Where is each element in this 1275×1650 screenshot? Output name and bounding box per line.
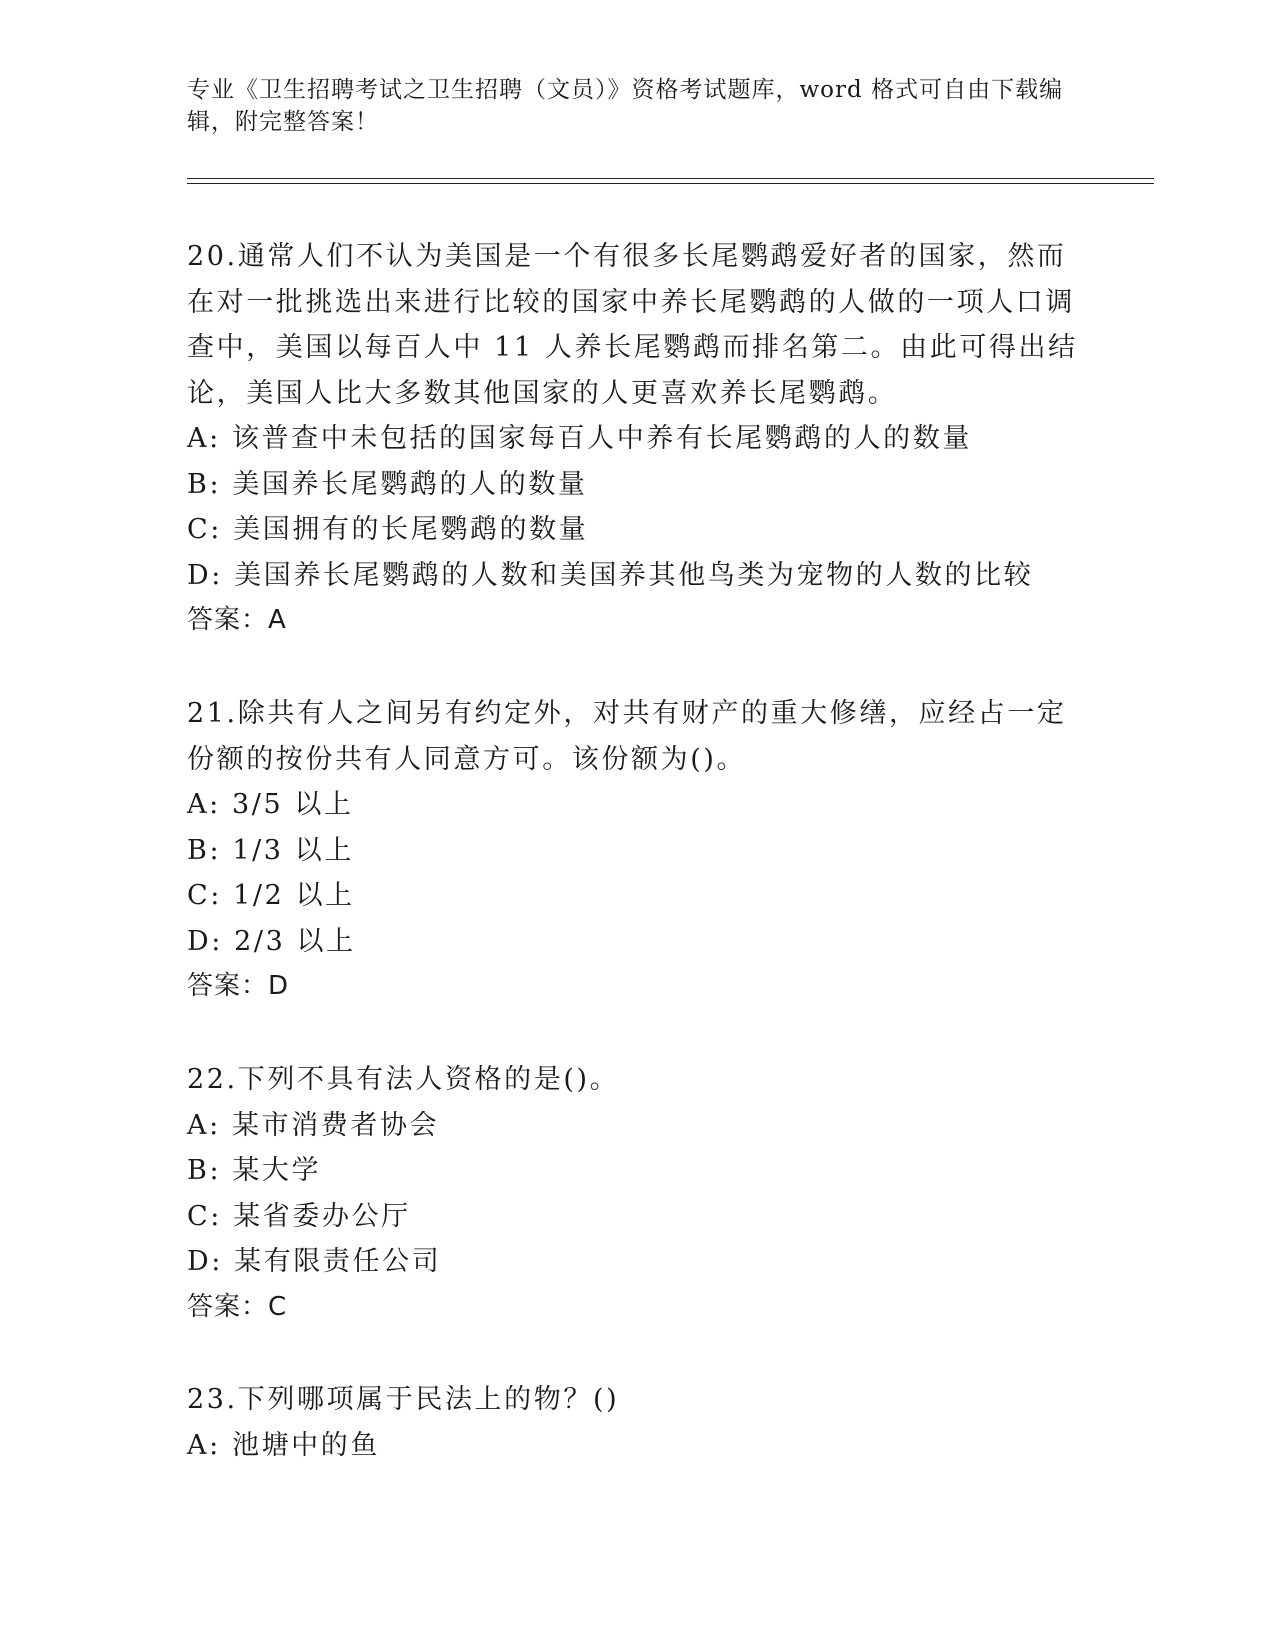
question-21 [187, 691, 1087, 1010]
answer-label: 答案：A [187, 605, 287, 635]
option-d: D: 2/3 以上 [187, 925, 356, 957]
option-a: A: 某市消费者协会 [187, 1109, 440, 1141]
option-b: B: 美国养长尾鹦鹉的人的数量 [187, 468, 588, 500]
question-stem: 23.下列哪项属于民法上的物？() [187, 1384, 620, 1415]
option-d: D: 某有限责任公司 [187, 1246, 442, 1277]
question-stem: 22.下列不具有法人资格的是()。 [187, 1064, 620, 1095]
option-c: C: 1/2 以上 [187, 880, 355, 911]
answer-label: 答案：D [187, 971, 290, 1001]
question-22 [187, 1057, 1087, 1330]
answer-label: 答案：C [187, 1291, 288, 1322]
question-stem: 21.除共有人之间另有约定外，对共有财产的重大修缮，应经占一定份额的按份共有人同意方可。该份额为()。 [187, 698, 1067, 775]
document-header: 专业《卫生招聘考试之卫生招聘（文员）》资格考试题库，word 格式可自由下载编辑，附完整答案！ [187, 77, 1064, 135]
header-rule-bottom [187, 183, 1154, 184]
header-rule-top [187, 178, 1154, 179]
option-a: A: 池塘中的鱼 [187, 1429, 380, 1461]
option-b: B: 1/3 以上 [187, 834, 354, 866]
question-stem: 20.通常人们不认为美国是一个有很多长尾鹦鹉爱好者的国家，然而在对一批挑选出来进行比较的国家中养长尾鹦鹉的人做的一项人口调查中，美国以每百人中 11 人养长尾鹦鹉而排名第二。由此可得出结论，美国人比大多数其他国家的人更喜欢养长尾鹦鹉。 [187, 241, 1078, 409]
option-a: A: 该普查中未包括的国家每百人中养有长尾鹦鹉的人的数量 [187, 423, 972, 454]
option-a: A: 3/5 以上 [187, 789, 354, 820]
option-c: C: 美国拥有的长尾鹦鹉的数量 [187, 514, 589, 545]
option-c: C: 某省委办公厅 [187, 1200, 411, 1232]
option-b: B: 某大学 [187, 1155, 322, 1186]
option-d: D: 美国养长尾鹦鹉的人数和美国养其他鸟类为宠物的人数的比较 [187, 559, 1034, 591]
question-20 [187, 234, 1087, 644]
question-23 [187, 1377, 1087, 1468]
